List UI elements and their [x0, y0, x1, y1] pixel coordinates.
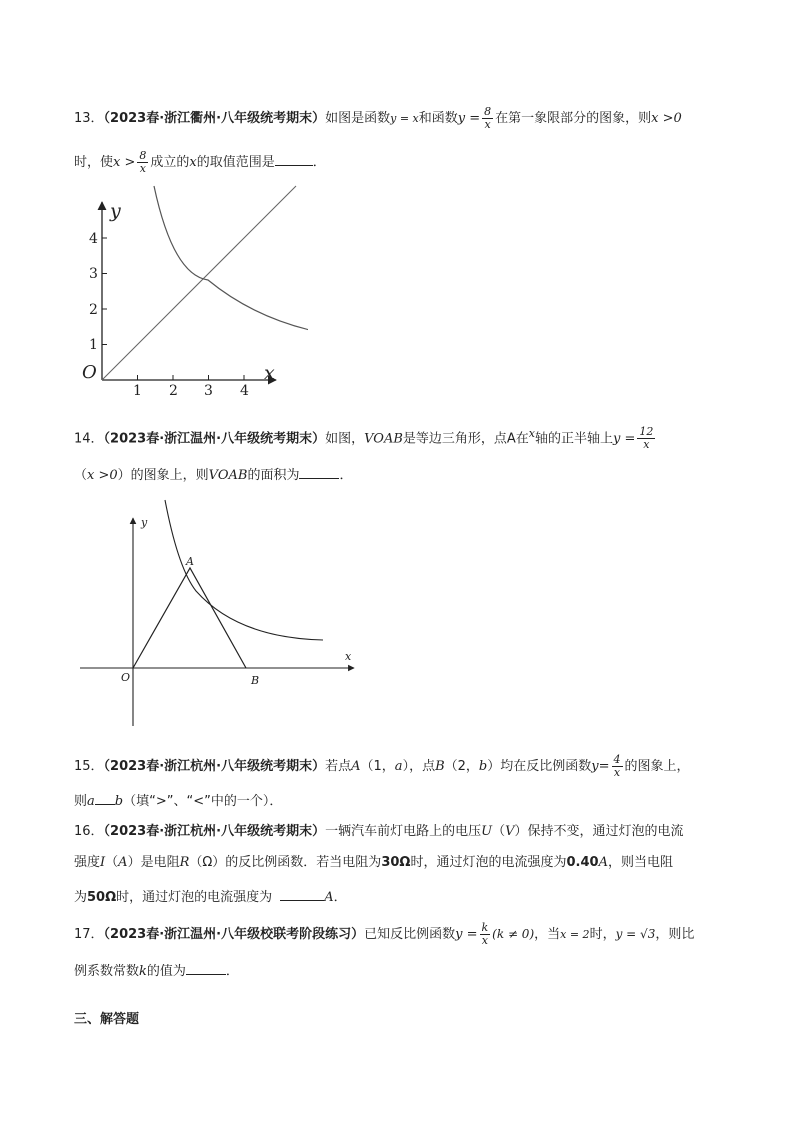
- q13-text: 在第一象限部分的图象，则: [495, 111, 652, 126]
- q16-current-unit: A: [118, 855, 128, 870]
- q14-y-label: y: [141, 516, 148, 529]
- q15-point-b: B: [435, 759, 445, 774]
- q13-x-ticks: [133, 375, 249, 398]
- q15-line1: [74, 754, 690, 779]
- q13-func2-lhs: y =: [457, 111, 481, 126]
- q16-text: 为: [74, 890, 88, 905]
- q13-number: 13．: [74, 111, 104, 126]
- q16-line2: [74, 853, 673, 873]
- q14-text: （: [74, 468, 88, 483]
- q16-text: 一辆汽车前灯电路上的电压: [325, 824, 482, 839]
- q15-text: 的图象上，: [624, 759, 690, 774]
- q17-end: ．: [225, 964, 239, 979]
- q13-end: ．: [312, 155, 326, 170]
- q14-func-lhs: y =: [613, 431, 636, 447]
- q14-line2: [74, 464, 352, 486]
- q13-y-tick-2: 2: [89, 302, 98, 318]
- q15-var-b: b: [478, 759, 488, 774]
- q16-text: （: [492, 824, 506, 839]
- q16-line3: [74, 886, 347, 908]
- q15-text: （1，: [360, 759, 395, 774]
- q13-x-tick-1: 1: [133, 383, 142, 398]
- q13-answer-blank[interactable]: [275, 151, 313, 166]
- q13-text: 时，使: [74, 155, 114, 170]
- q14-answer-blank[interactable]: [299, 464, 339, 479]
- q13-y-tick-1: 1: [89, 337, 98, 353]
- q16-resistance-2: 50Ω: [87, 890, 117, 905]
- q16-text: ，则当电阻: [607, 855, 673, 870]
- q15-func-fraction: $\frac{4}{x}$: [613, 753, 621, 779]
- q14-origin: O: [121, 671, 131, 684]
- q14-source: （2023春·浙江温州·八年级统考期末）: [103, 431, 326, 447]
- q13-condition: x >0: [651, 111, 682, 126]
- q17-answer-blank[interactable]: [186, 960, 226, 975]
- q13-line2: [74, 150, 326, 175]
- q17-x-value: x = 2: [560, 928, 590, 941]
- q14-x-label: x: [345, 650, 352, 663]
- q16-text: （Ω）的反比例函数．若当电阻为: [189, 855, 382, 870]
- q16-resistance-var: R: [179, 855, 190, 870]
- q14-text: ）的图象上，则: [117, 468, 209, 483]
- q14-text: 的面积为: [247, 468, 300, 483]
- q15-text: ），点: [402, 759, 436, 774]
- q16-text: （: [105, 855, 119, 870]
- q13-y-ticks: [89, 231, 107, 353]
- q17-func-condition: (k ≠ 0): [492, 927, 535, 941]
- q13-text: 如图是函数: [325, 111, 391, 126]
- q14-func-fraction: $\frac{12}{x}$: [639, 425, 654, 452]
- q15-answer-blank[interactable]: [95, 790, 115, 805]
- q13-var: x: [189, 155, 197, 170]
- q14-text: 如图，: [325, 431, 365, 447]
- q16-text: ）是电阻: [127, 855, 180, 870]
- q14-text: 是等边三角形，点A在: [402, 431, 529, 447]
- q15-text: 若点: [325, 759, 352, 774]
- q16-current-1: 0.40: [566, 855, 599, 870]
- q13-line-y-equals-x: [102, 186, 296, 380]
- q14-condition: x >0: [87, 468, 118, 483]
- q13-text: 和函数: [418, 111, 458, 126]
- q13-inequality-fraction: $\frac{8}{x}$: [139, 149, 147, 175]
- q13-func1: y = x: [390, 112, 419, 125]
- q17-line1: [74, 922, 694, 947]
- q13-x-label: x: [264, 362, 275, 384]
- q14-point-b: B: [251, 674, 260, 687]
- q14-end: ．: [339, 468, 353, 483]
- q13-hyperbola: [154, 186, 308, 331]
- section-heading: 三、解答题: [74, 1012, 140, 1027]
- q15-number: 15．: [74, 759, 104, 774]
- q15-source: （2023春·浙江杭州·八年级统考期末）: [103, 759, 326, 774]
- q17-text: ，当: [534, 927, 561, 942]
- q16-text: 时，通过灯泡的电流强度为: [116, 890, 273, 905]
- q16-answer-unit: A: [324, 890, 334, 905]
- q16-current-1-unit: A: [598, 855, 608, 870]
- q17-number: 17．: [74, 927, 104, 942]
- q15-var-a: a: [394, 759, 403, 774]
- q16-text: ）保持不变，通过灯泡的电流: [514, 824, 684, 839]
- q16-number: 16．: [74, 824, 104, 839]
- q15-text: 则: [74, 794, 88, 809]
- q16-answer-blank[interactable]: [280, 886, 324, 901]
- q13-inequality-lhs: x >: [113, 155, 136, 170]
- q16-end: ．: [333, 890, 347, 905]
- q16-source: （2023春·浙江杭州·八年级统考期末）: [103, 824, 326, 839]
- q15-text: （填“>”、“<”中的一个）．: [123, 794, 283, 809]
- q13-graph: [78, 180, 308, 398]
- q14-point-a: A: [186, 555, 194, 568]
- q13-line1: [74, 106, 682, 131]
- q17-text: 的值为: [146, 964, 186, 979]
- q17-text: ，则比: [655, 927, 695, 942]
- q13-func2-fraction: $\frac{8}{x}$: [484, 105, 492, 131]
- q16-text: 强度: [74, 855, 101, 870]
- q14-triangle: VOAB: [208, 468, 248, 483]
- q13-y-tick-3: 3: [89, 266, 98, 282]
- q13-source: （2023春·浙江衢州·八年级统考期末）: [103, 111, 326, 126]
- q15-var-b2: b: [114, 794, 124, 809]
- q13-x-tick-4: 4: [240, 383, 249, 398]
- q14-graph: [78, 498, 363, 730]
- q13-y-tick-4: 4: [89, 231, 98, 247]
- q15-text: （2，: [444, 759, 479, 774]
- q17-k-var: k: [139, 964, 147, 979]
- q14-axis-var: x: [528, 427, 536, 440]
- q15-text: ）均在反比例函数: [487, 759, 592, 774]
- q16-voltage-var: U: [481, 824, 493, 839]
- q17-text: 例系数常数: [74, 964, 140, 979]
- q17-text: 时，: [589, 927, 616, 942]
- q16-line1: [74, 822, 684, 842]
- q13-y-label: y: [110, 200, 121, 222]
- q14-text: 轴的正半轴上: [535, 431, 614, 447]
- q17-y-value: y = √3: [615, 927, 656, 941]
- q14-line1: [74, 424, 657, 451]
- q16-voltage-unit: V: [505, 824, 515, 839]
- q13-text: 的取值范围是: [196, 155, 275, 170]
- q16-text: 时，通过灯泡的电流强度为: [410, 855, 567, 870]
- q13-x-tick-2: 2: [169, 383, 178, 398]
- q15-func-lhs: y=: [591, 759, 610, 774]
- q15-point-a: A: [351, 759, 361, 774]
- q16-current-var: I: [100, 855, 106, 870]
- q15-var-a2: a: [87, 794, 95, 809]
- q13-origin: O: [82, 362, 97, 383]
- q17-func-fraction: $\frac{k}{x}$: [481, 921, 489, 947]
- q17-source: （2023春·浙江温州·八年级校联考阶段练习）: [103, 927, 365, 942]
- q13-text: 成立的: [150, 155, 190, 170]
- q14-triangle: VOAB: [364, 431, 403, 447]
- q15-line2: [74, 790, 282, 812]
- q17-line2: [74, 960, 239, 982]
- q17-func-lhs: y =: [455, 927, 478, 942]
- q13-x-tick-3: 3: [204, 383, 213, 398]
- q17-text: 已知反比例函数: [364, 927, 456, 942]
- q14-number: 14．: [74, 431, 104, 447]
- q16-resistance-1: 30Ω: [381, 855, 411, 870]
